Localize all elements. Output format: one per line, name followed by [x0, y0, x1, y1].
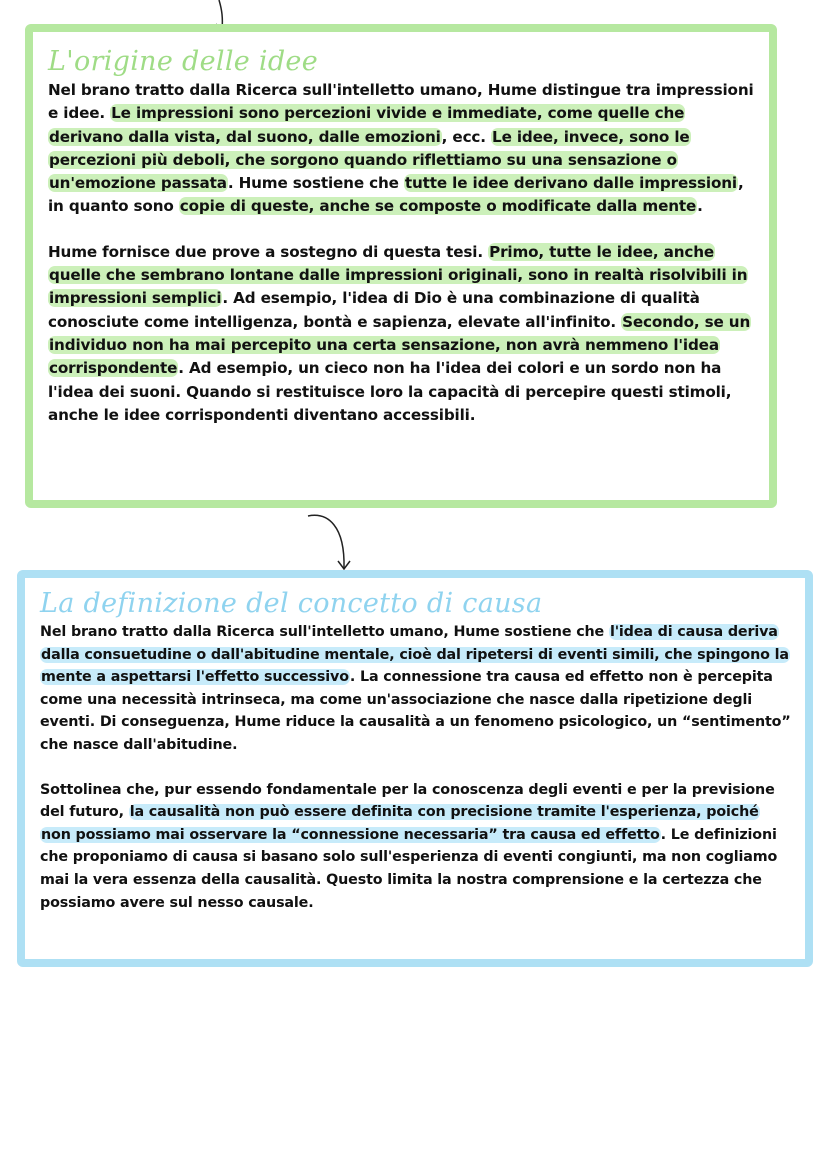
text-run: . Le definizioni che proponiamo di causa si basano solo sull'esperienza di eventi congiunti, ma non cogliamo mai la vera essenza della causalità. Questo limita la nostra comprensione e la certezza che possiamo avere sul nesso causale.: [40, 826, 778, 911]
highlighted-text: Primo, tutte le idee, anche quelle che sembrano lontane dalle impressioni originali, sono in realtà risolvibili in impressioni semplici: [49, 242, 748, 308]
highlighted-text: Le impressioni sono percezioni vivide e immediate, come quelle che derivano dalla vista, dal suono, dalle emozioni: [49, 104, 685, 146]
text-run: . La connessione tra causa ed effetto non è percepita come una necessità intrinseca, ma come un'associazione che nasce dalla ripetizione degli eventi. Di conseguenza, Hume riduce la causalità a un fenomeno psicologico, un “sentimento” che nasce dall'abitudine.: [40, 669, 791, 753]
highlighted-text: copie di queste, anche se composte o modificate dalla mente: [179, 197, 697, 216]
text-run: Hume fornisce due prove a sostegno di questa tesi.: [48, 242, 489, 261]
paragraph: [48, 79, 761, 219]
text-run: . Hume sostiene che: [227, 174, 404, 193]
text-run: . Ad esempio, un cieco non ha l'idea dei colori e un sordo non ha l'idea dei suoni. Quando si restituisce loro la capacità di percepire questi stimoli, anche le idee corrispondenti diventano accessibili.: [48, 359, 732, 424]
paragraph: [40, 779, 793, 915]
text-run: Nel brano tratto dalla Ricerca sull'intelletto umano, Hume distingue tra impressioni e idee.: [48, 81, 754, 123]
section-title: L'origine delle idee: [48, 46, 318, 77]
section-concetto-causa: [17, 570, 813, 967]
text-run: . Ad esempio, l'idea di Dio è una combinazione di qualità conosciute come intelligenza, bontà e sapienza, elevate all'infinito.: [48, 289, 700, 331]
text-run: .: [697, 197, 703, 216]
highlighted-text: Secondo, se un individuo non ha mai percepito una certa sensazione, non avrà nemmeno l'idea corrispondente: [49, 312, 751, 378]
highlighted-text: Le idee, invece, sono le percezioni più deboli, che sorgono quando riflettiamo su una sensazione o un'emozione passata: [49, 127, 690, 193]
highlighted-text: la causalità non può essere definita con precisione tramite l'esperienza, poiché non possiamo mai osservare la “connessione necessaria” tra causa ed effetto: [41, 804, 759, 843]
paragraph: [48, 241, 761, 427]
text-run: Sottolinea che, pur essendo fondamentale per la conoscenza degli eventi e per la previsione del futuro,: [40, 781, 775, 821]
section-title: La definizione del concetto di causa: [40, 588, 543, 619]
text-run: , in quanto sono: [48, 174, 744, 216]
highlighted-text: tutte le idee derivano dalle impressioni: [404, 174, 737, 193]
highlighted-text: l'idea di causa deriva dalla consuetudine o dall'abitudine mentale, cioè dal ripetersi di eventi simili, che spingono la mente a aspettarsi l'effetto successivo: [41, 624, 789, 686]
text-run: , ecc.: [441, 127, 492, 146]
arrow-down-icon: [303, 510, 363, 576]
section-origine-idee: [25, 24, 777, 508]
paragraph: [40, 621, 793, 757]
text-run: Nel brano tratto dalla Ricerca sull'intelletto umano, Hume sostiene che: [40, 624, 609, 640]
